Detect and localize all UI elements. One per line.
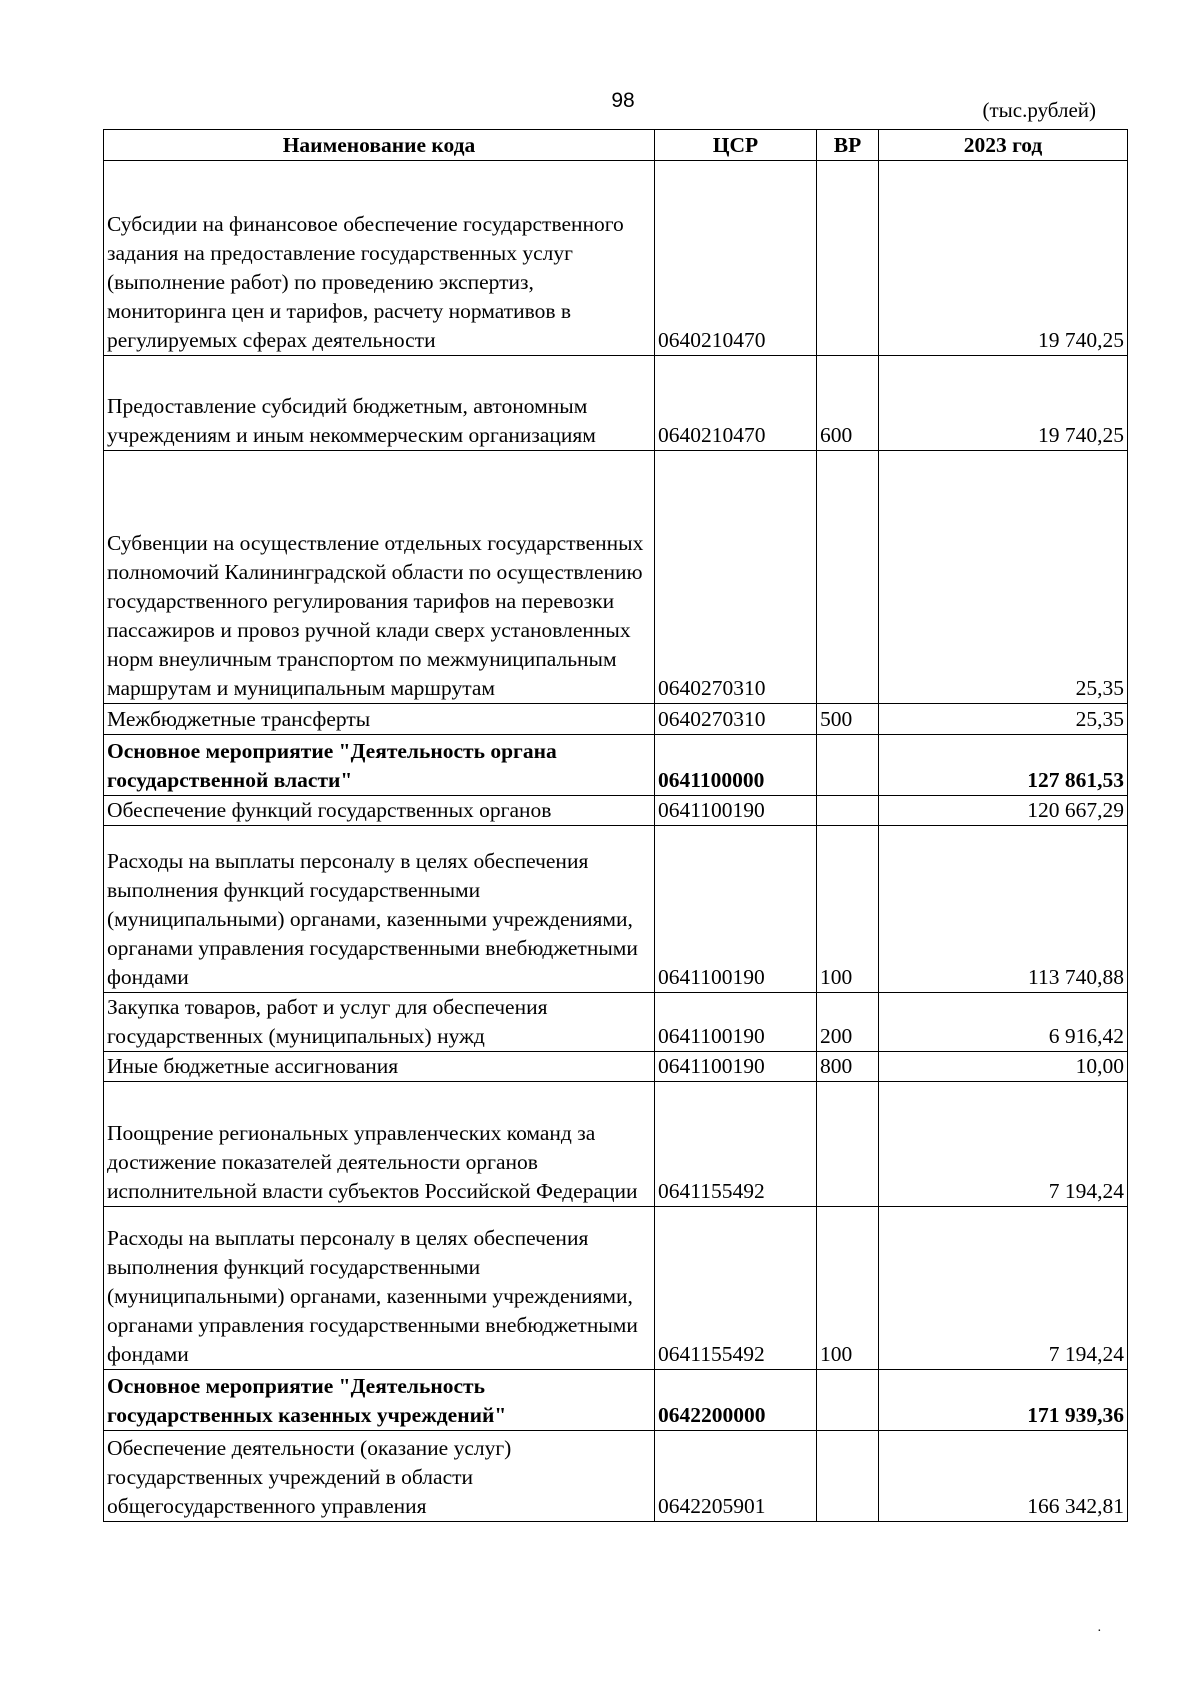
table-row (104, 1207, 1128, 1370)
row-vr: 100 (817, 1207, 879, 1370)
header-year: 2023 год (879, 130, 1128, 161)
row-csr: 0642205901 (655, 1431, 817, 1522)
table-row (104, 1082, 1128, 1207)
row-name: Субвенции на осуществление отдельных государственных полномочий Калининградской области по осуществлению государственного регулирования тарифов на перевозки пассажиров и провоз ручной клади сверх установленных норм внеуличным транспортом по межмуниципальным маршрутам и муниципальным маршрутам (104, 451, 655, 704)
table-header-row (104, 130, 1128, 161)
header-csr: ЦСР (655, 130, 817, 161)
row-vr: 600 (817, 356, 879, 451)
table-row (104, 826, 1128, 993)
row-csr: 0642200000 (655, 1370, 817, 1431)
row-name: Межбюджетные трансферты (104, 704, 655, 735)
row-csr: 0641100190 (655, 796, 817, 826)
row-name: Обеспечение деятельности (оказание услуг) государственных учреждений в области общегосударственного управления (104, 1431, 655, 1522)
header-name: Наименование кода (104, 130, 655, 161)
scan-artifact-dot: · (1097, 1624, 1102, 1639)
row-vr (817, 451, 879, 704)
row-amount: 166 342,81 (879, 1431, 1128, 1522)
units-label: (тыс.рублей) (982, 98, 1096, 122)
row-csr: 0641100190 (655, 1052, 817, 1082)
table-row (104, 451, 1128, 704)
table-row (104, 1052, 1128, 1082)
table-row (104, 704, 1128, 735)
row-vr (817, 796, 879, 826)
row-name: Расходы на выплаты персоналу в целях обеспечения выполнения функций государственными (муниципальными) органами, казенными учреждениями, органами управления государственными внебюджетными фондами (104, 1207, 655, 1370)
row-csr: 0641155492 (655, 1082, 817, 1207)
table-row (104, 161, 1128, 356)
row-name: Обеспечение функций государственных органов (104, 796, 655, 826)
row-name: Поощрение региональных управленческих команд за достижение показателей деятельности органов исполнительной власти субъектов Российской Федерации (104, 1082, 655, 1207)
row-name: Субсидии на финансовое обеспечение государственного задания на предоставление государственных услуг (выполнение работ) по проведению экспертиз, мониторинга цен и тарифов, расчету нормативов в регулируемых сферах деятельности (104, 161, 655, 356)
table-row (104, 1431, 1128, 1522)
row-csr: 0641100190 (655, 826, 817, 993)
page-number: 98 (611, 89, 635, 112)
row-amount: 6 916,42 (879, 993, 1128, 1052)
row-amount: 19 740,25 (879, 161, 1128, 356)
row-vr: 500 (817, 704, 879, 735)
row-name: Закупка товаров, работ и услуг для обеспечения государственных (муниципальных) нужд (104, 993, 655, 1052)
row-csr: 0640210470 (655, 161, 817, 356)
row-amount: 19 740,25 (879, 356, 1128, 451)
row-vr: 100 (817, 826, 879, 993)
row-vr (817, 1082, 879, 1207)
row-csr: 0641155492 (655, 1207, 817, 1370)
row-vr: 200 (817, 993, 879, 1052)
row-vr (817, 1370, 879, 1431)
row-amount: 127 861,53 (879, 735, 1128, 796)
row-vr (817, 1431, 879, 1522)
table-row (104, 735, 1128, 796)
row-amount: 113 740,88 (879, 826, 1128, 993)
row-amount: 7 194,24 (879, 1207, 1128, 1370)
row-vr (817, 161, 879, 356)
row-name: Основное мероприятие "Деятельность государственных казенных учреждений" (104, 1370, 655, 1431)
row-csr: 0640210470 (655, 356, 817, 451)
row-name: Иные бюджетные ассигнования (104, 1052, 655, 1082)
row-amount: 171 939,36 (879, 1370, 1128, 1431)
row-amount: 7 194,24 (879, 1082, 1128, 1207)
row-name: Расходы на выплаты персоналу в целях обеспечения выполнения функций государственными (муниципальными) органами, казенными учреждениями, органами управления государственными внебюджетными фондами (104, 826, 655, 993)
row-vr (817, 735, 879, 796)
row-name: Основное мероприятие "Деятельность органа государственной власти" (104, 735, 655, 796)
row-amount: 25,35 (879, 451, 1128, 704)
row-name: Предоставление субсидий бюджетным, автономным учреждениям и иным некоммерческим организациям (104, 356, 655, 451)
row-vr: 800 (817, 1052, 879, 1082)
budget-table (103, 129, 1128, 1522)
row-amount: 25,35 (879, 704, 1128, 735)
row-csr: 0641100190 (655, 993, 817, 1052)
row-csr: 0641100000 (655, 735, 817, 796)
row-amount: 120 667,29 (879, 796, 1128, 826)
table-row (104, 356, 1128, 451)
row-csr: 0640270310 (655, 451, 817, 704)
row-csr: 0640270310 (655, 704, 817, 735)
header-vr: ВР (817, 130, 879, 161)
row-amount: 10,00 (879, 1052, 1128, 1082)
table-row (104, 796, 1128, 826)
table-row (104, 993, 1128, 1052)
table-row (104, 1370, 1128, 1431)
